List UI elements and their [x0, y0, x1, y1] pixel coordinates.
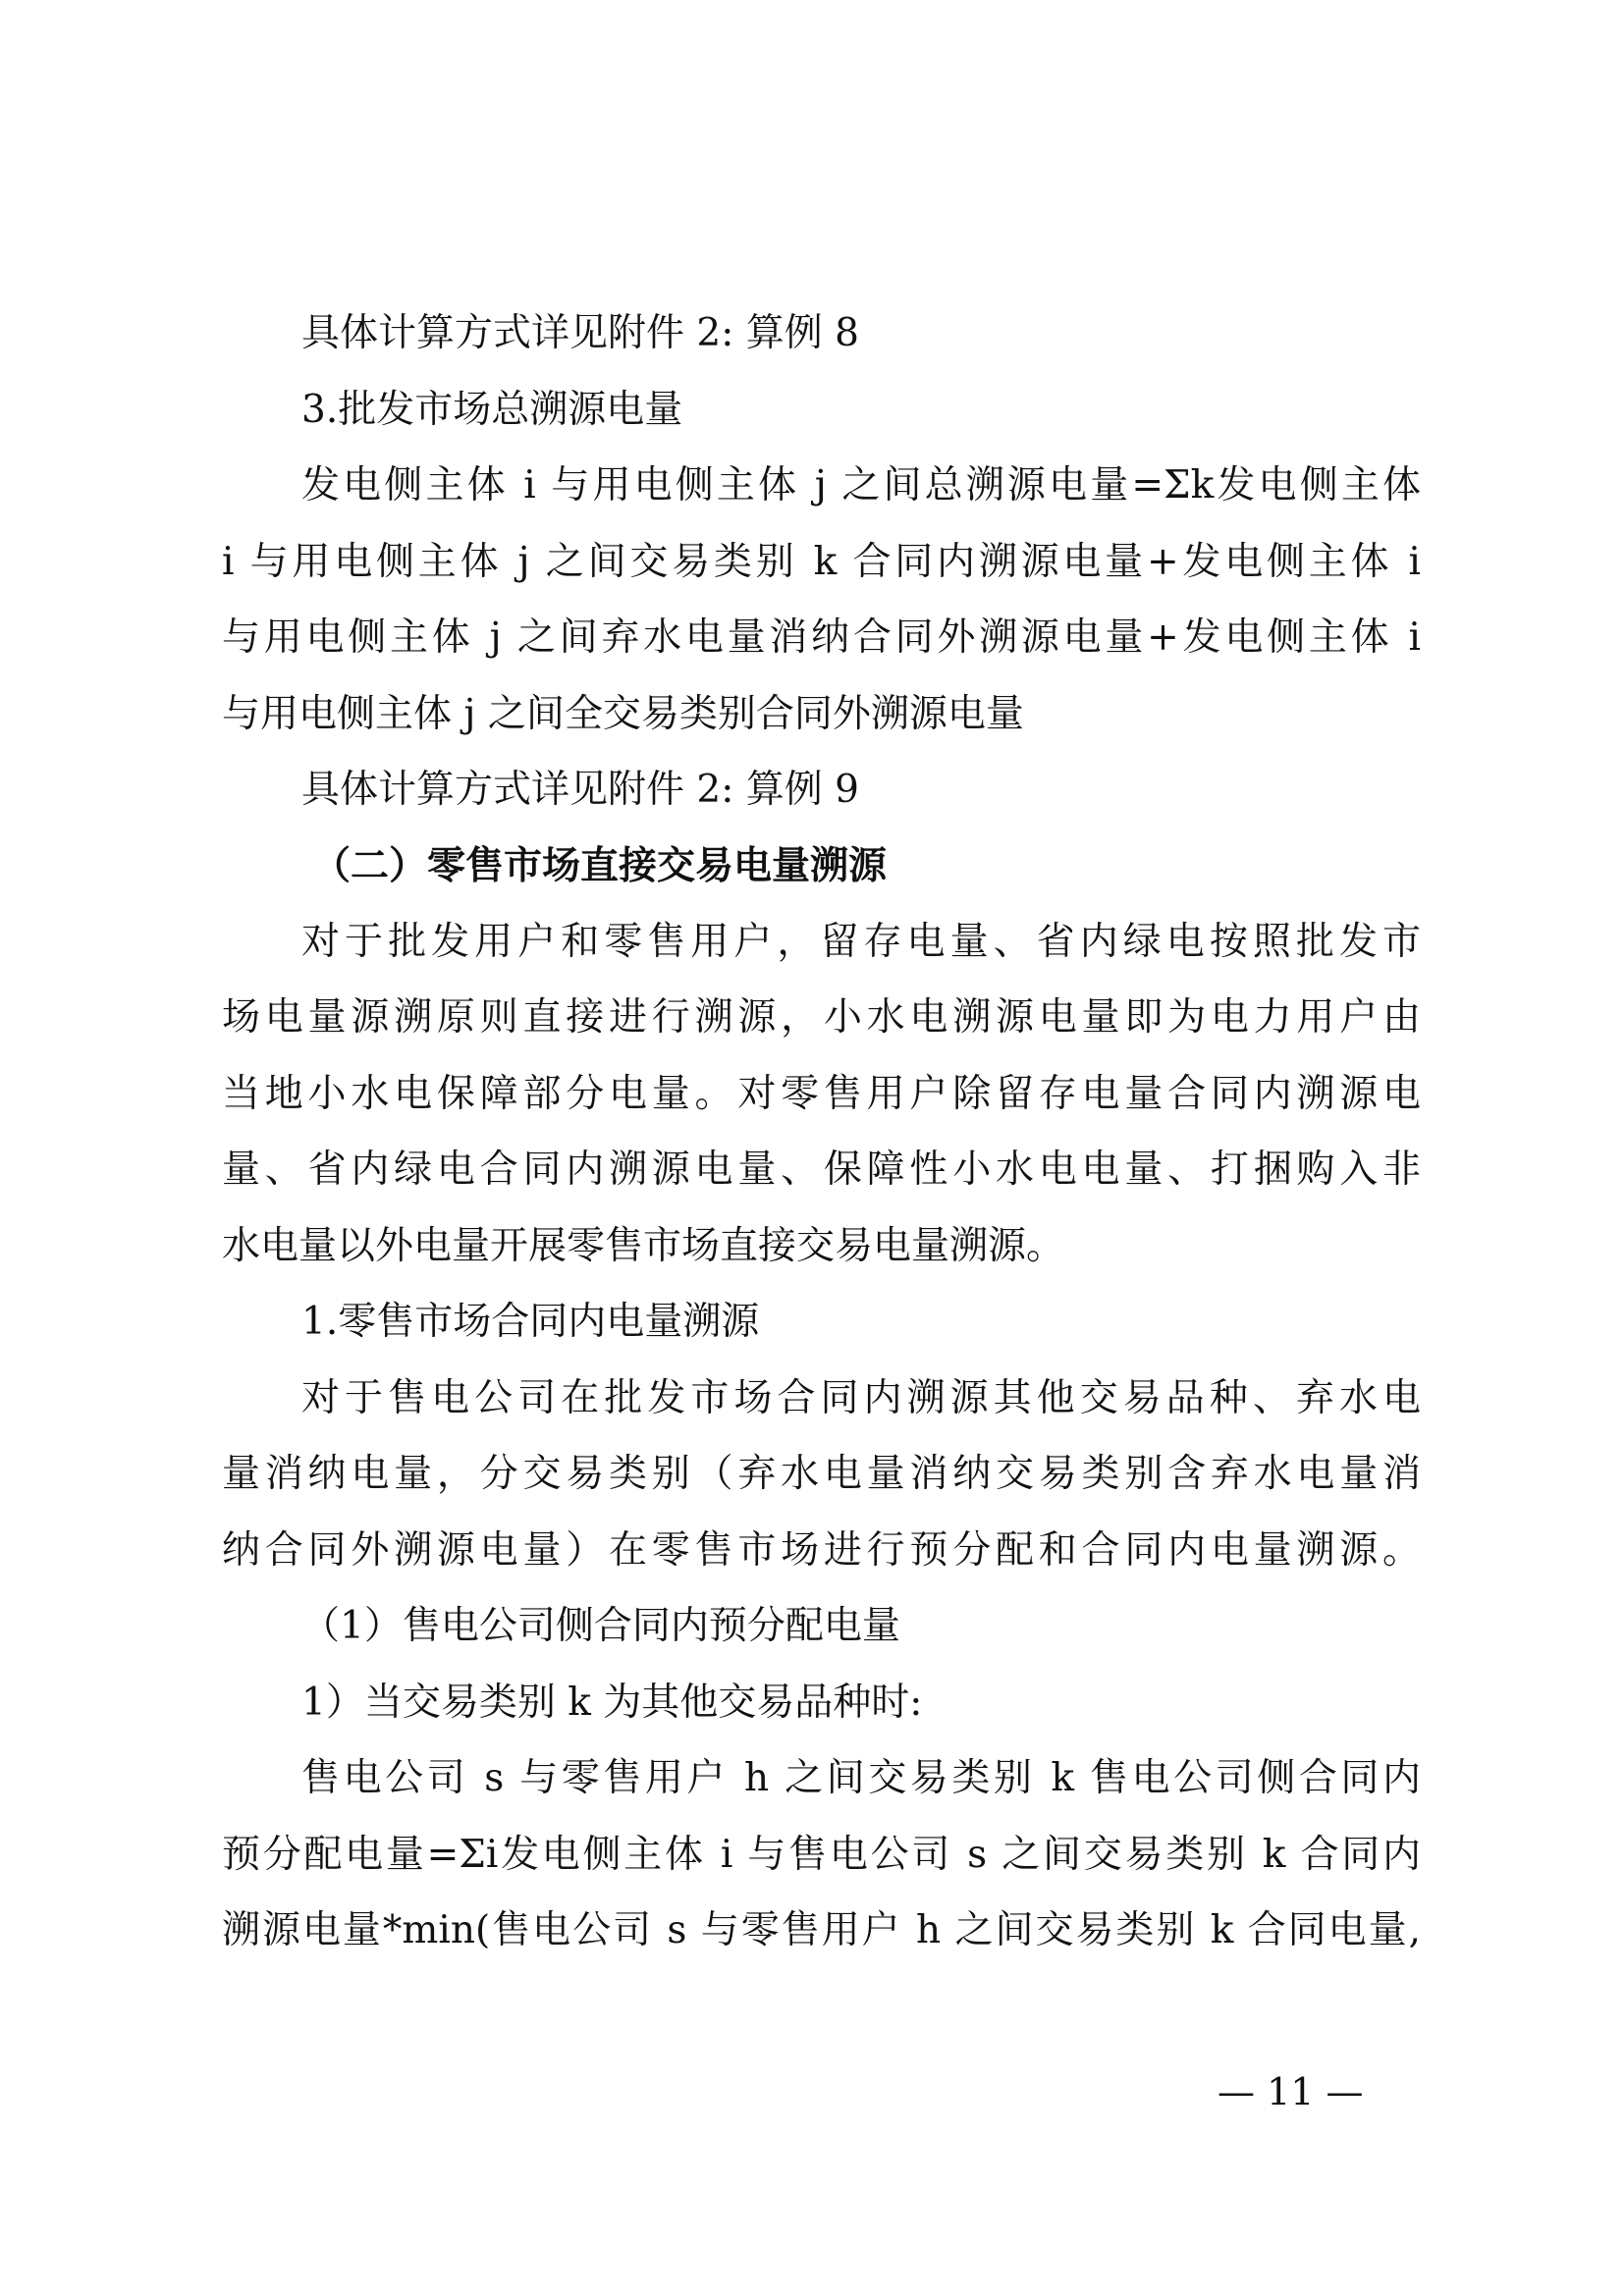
text-line: 量、省内绿电合同内溯源电量、保障性小水电电量、打捆购入非 — [222, 1148, 1421, 1192]
text-line: 溯源电量*min(售电公司 s 与零售用户 h 之间交易类别 k 合同电量, — [222, 1908, 1421, 1952]
subsection-heading: 1.零售市场合同内电量溯源 — [301, 1300, 760, 1344]
text-line: 3.批发市场总溯源电量 — [301, 388, 683, 432]
text-line: 具体计算方式详见附件 2: 算例 9 — [301, 768, 859, 812]
text-line: 售电公司 s 与零售用户 h 之间交易类别 k 售电公司侧合同内 — [301, 1756, 1421, 1800]
page-number: — 11 — — [1218, 2070, 1364, 2113]
text-line: 对于售电公司在批发市场合同内溯源其他交易品种、弃水电 — [301, 1376, 1421, 1420]
section-heading: （二）零售市场直接交易电量溯源 — [312, 843, 888, 888]
text-line: 与用电侧主体 j 之间全交易类别合同外溯源电量 — [222, 692, 1024, 736]
text-line: 预分配电量=Σi发电侧主体 i 与售电公司 s 之间交易类别 k 合同内 — [222, 1833, 1421, 1877]
text-line: 量消纳电量，分交易类别（弃水电量消纳交易类别含弃水电量消 — [222, 1452, 1421, 1496]
text-line: 对于批发用户和零售用户，留存电量、省内绿电按照批发市 — [301, 920, 1421, 964]
text-line: 水电量以外电量开展零售市场直接交易电量溯源。 — [222, 1224, 1065, 1268]
text-line: 1）当交易类别 k 为其他交易品种时: — [301, 1681, 923, 1725]
text-line: i 与用电侧主体 j 之间交易类别 k 合同内溯源电量+发电侧主体 i — [222, 540, 1421, 584]
text-line: 场电量源溯原则直接进行溯源，小水电溯源电量即为电力用户由 — [222, 995, 1421, 1040]
text-line: 纳合同外溯源电量）在零售市场进行预分配和合同内电量溯源。 — [222, 1528, 1421, 1573]
text-line: 当地小水电保障部分电量。对零售用户除留存电量合同内溯源电 — [222, 1072, 1421, 1116]
text-line: 具体计算方式详见附件 2: 算例 8 — [301, 311, 859, 355]
text-line: 与用电侧主体 j 之间弃水电量消纳合同外溯源电量+发电侧主体 i — [222, 615, 1421, 660]
text-line: 发电侧主体 i 与用电侧主体 j 之间总溯源电量=Σk发电侧主体 — [301, 463, 1421, 507]
subsection-heading: （1）售电公司侧合同内预分配电量 — [301, 1604, 900, 1648]
